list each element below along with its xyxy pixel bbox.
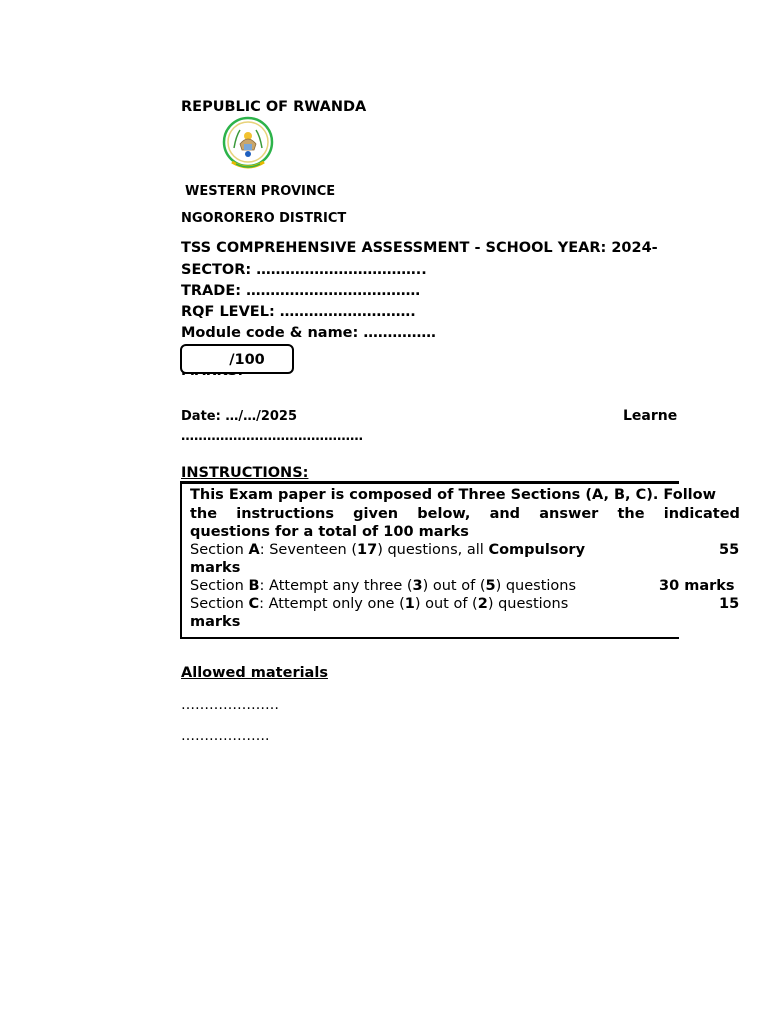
instructions-intro-line1: This Exam paper is composed of Three Sections (A, B, C). Follow xyxy=(190,487,717,503)
word: and xyxy=(489,506,521,522)
allowed-materials-title: Allowed materials xyxy=(181,665,328,681)
section-a-marks-number: 55 xyxy=(719,542,740,558)
section-b-n2: 5 xyxy=(485,578,496,594)
section-a-marks-word: marks xyxy=(190,560,241,576)
learner-dots-line: …………………………………… xyxy=(181,429,363,444)
trade-field: TRADE: ……………………………… xyxy=(181,283,421,299)
section-c-mid2: ) out of ( xyxy=(414,596,478,612)
section-c-marks-number: 15 xyxy=(719,596,740,612)
marks-box xyxy=(180,344,294,374)
instructions-intro-line2 xyxy=(190,506,740,522)
section-a-compulsory: Compulsory xyxy=(488,542,586,558)
instructions-title: INSTRUCTIONS: xyxy=(181,465,309,481)
section-c-n1: 1 xyxy=(404,596,415,612)
section-b-after: ) questions xyxy=(495,578,577,594)
section-c-after: ) questions xyxy=(487,596,569,612)
section-b-letter: B xyxy=(248,578,260,594)
district-heading: NGORORERO DISTRICT xyxy=(181,211,347,226)
word: below, xyxy=(417,506,471,522)
section-c-middle: : Attempt only one ( xyxy=(259,596,405,612)
section-b-mid2: ) out of ( xyxy=(422,578,486,594)
section-b-prefix: Section xyxy=(190,578,249,594)
section-b-line xyxy=(190,578,576,594)
date-field: Date: …/…/2025 xyxy=(181,409,297,424)
section-b-n1: 3 xyxy=(412,578,423,594)
word: answer xyxy=(539,506,599,522)
assessment-title: TSS COMPREHENSIVE ASSESSMENT - SCHOOL YEAR: 2024- xyxy=(181,240,658,256)
rqf-level-field: RQF LEVEL: ………………………. xyxy=(181,304,416,320)
allowed-materials-line2: ………………. xyxy=(181,728,270,744)
word: given xyxy=(353,506,399,522)
republic-heading: REPUBLIC OF RWANDA xyxy=(181,99,367,115)
sector-field: SECTOR: …………………………….. xyxy=(181,262,427,278)
instructions-box xyxy=(180,481,679,639)
word: the xyxy=(617,506,645,522)
section-a-count: 17 xyxy=(357,542,378,558)
section-c-prefix: Section xyxy=(190,596,249,612)
word: indicated xyxy=(663,506,740,522)
section-c-marks-word: marks xyxy=(190,614,241,630)
instructions-intro-line3: questions for a total of 100 marks xyxy=(190,524,469,540)
section-b-marks: 30 marks xyxy=(659,578,735,594)
section-c-letter: C xyxy=(248,596,260,612)
section-a-after: ) questions, all xyxy=(377,542,489,558)
section-b-middle: : Attempt any three ( xyxy=(259,578,413,594)
province-heading: WESTERN PROVINCE xyxy=(185,184,336,199)
section-c-n2: 2 xyxy=(477,596,488,612)
module-field: Module code & name: …………… xyxy=(181,325,436,341)
marks-value: /100 xyxy=(229,352,265,368)
learner-field: Learne xyxy=(623,408,678,424)
word: the xyxy=(190,506,218,522)
allowed-materials-line1: ………………… xyxy=(181,697,279,713)
section-c-line xyxy=(190,596,568,612)
section-a-line xyxy=(190,542,585,558)
section-a-letter: A xyxy=(248,542,260,558)
section-a-middle: : Seventeen ( xyxy=(259,542,358,558)
section-a-prefix: Section xyxy=(190,542,249,558)
word: instructions xyxy=(236,506,334,522)
